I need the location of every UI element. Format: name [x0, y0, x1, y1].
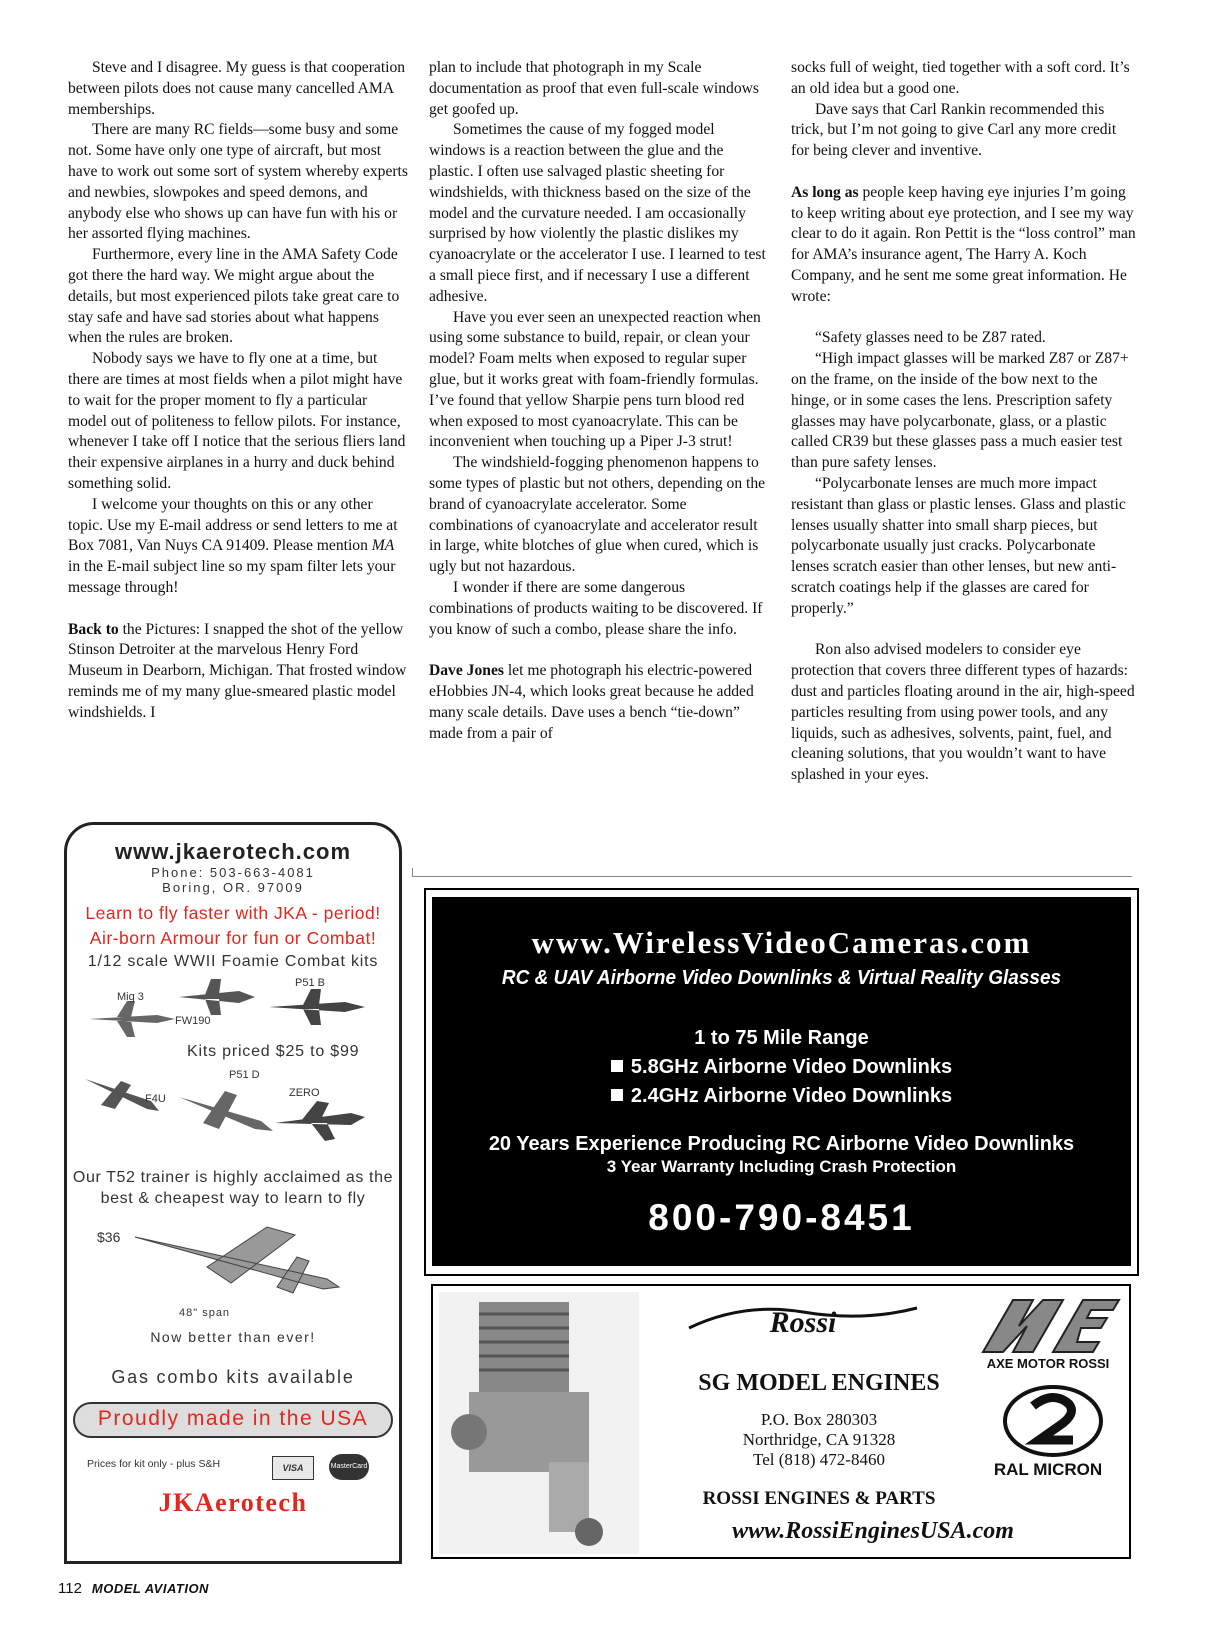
- airplane-icon: [175, 1083, 275, 1139]
- airplane-icon: [271, 1095, 367, 1145]
- engine-photo-icon: [439, 1292, 639, 1554]
- ad-phone: Phone: 503-663-4081: [151, 865, 315, 880]
- ad-url: www.jkaerotech.com: [114, 839, 352, 864]
- ad-range: 1 to 75 Mile Range: [694, 1027, 869, 1049]
- ad-tagline: Learn to fly faster with JKA - period!: [85, 903, 381, 923]
- paragraph: Have you ever seen an unexpected reaction when using some substance to build, repair, or clean your model? Foam melts when exposed to regular super glue, but it works great with foam-friendly formulas. I’ve found that yellow Sharpie pens turn blood red when exposed to most cyanoacrylate. This can be inconvenient when touching up a Piper J-3 strut!: [429, 308, 761, 451]
- jkaerotech-ad[interactable]: [64, 822, 402, 1564]
- planes-illustration: [67, 971, 399, 1161]
- paragraph: “High impact glasses will be marked Z87 or Z87+ on the frame, on the inside of the bow next to the hinge, or in some cases the lens. Prescription safety glasses may have polycarbonate, glass, or a plastic called CR39 but these glasses pass a much easier test than pure safety lenses.: [791, 350, 1129, 472]
- gas-text: Gas combo kits available: [111, 1367, 355, 1387]
- paragraph: “Polycarbonate lenses are much more impact resistant than glass or plastic lenses. Glass and plastic lenses usually shatter into small sharp pieces, but polycarbonate usually just cracks. Polycarbonate lenses scratch easier than other lenses, but new anti-scratch coatings help if the glasses are cared for properly.”: [791, 474, 1126, 617]
- company-name: SG MODEL ENGINES: [698, 1370, 940, 1396]
- quote-block: [791, 328, 1137, 619]
- payment-row: [67, 1446, 399, 1486]
- ad-warranty: 3 Year Warranty Including Crash Protection: [606, 1157, 957, 1176]
- page-number: 112: [58, 1580, 82, 1597]
- article-column-3: [791, 58, 1137, 786]
- text: I welcome your thoughts on this or any other topic. Use my E-mail address or send letters to me at Box 7081, Van Nuys CA 91409. Please mention: [68, 495, 398, 555]
- paragraph: [429, 661, 769, 744]
- paragraph: There are many RC fields—some busy and some not. Some have only one type of aircraft, but most have to work out some sort of system whereby experts and newbies, slowpokes and speed demons, and anybody else who shows up can have fun with his or her assorted flying machines.: [68, 121, 408, 243]
- divider: [412, 876, 1132, 877]
- paragraph: Ron also advised modelers to consider eye protection that covers three different types of hazards: dust and particles floating around in the air, high-speed particles resulting from using power tools, and any liquids, such as adhesives, solvents, paint, fuel, and cleaning solutions, that you wouldn’t want to have splashed in your eyes.: [791, 641, 1135, 784]
- paragraph: Sometimes the cause of my fogged model windows is a reaction between the glue and the plastic. I often use salvaged plastic sheeting for windshields, with thickness based on the size of the model and the curvature needed. I am occasionally surprised by how violently the plastic dislikes my cyanoacrylate or the accelerator I use. I learned to test a small piece first, and if necessary I use a different adhesive.: [429, 121, 766, 305]
- text: the Pictures: I snapped the shot of the yellow Stinson Detroiter at the marvelous Henry Ford Museum in Dearborn, Michigan. That frosted window reminds me of my many glue-smeared plastic model windshields. I: [68, 620, 407, 721]
- visa-icon: VISA: [272, 1456, 314, 1480]
- paragraph: Nobody says we have to fly one at a time, but there are times at most fields when a pilot might have to wait for the proper moment to fly a particular model out of politeness to fellow pilots. For instance, whenever I take off I notice that the serious fliers land their expensive airplanes in a hurry and duck behind something solid.: [68, 350, 406, 492]
- magazine-title: MODEL AVIATION: [91, 1581, 209, 1596]
- paragraph: Dave says that Carl Rankin recommended this trick, but I’m not going to give Carl any more credit for being clever and inventive.: [791, 100, 1117, 160]
- page-footer: [58, 1580, 209, 1597]
- phone-line: Tel (818) 472-8460: [753, 1450, 885, 1469]
- paragraph: [68, 495, 408, 599]
- plane-label: ZERO: [289, 1087, 320, 1099]
- ral-label: RAL MICRON: [993, 1460, 1103, 1479]
- airplane-icon: [177, 977, 257, 1017]
- paragraph: Furthermore, every line in the AMA Safety Code got there the hard way. We might argue about the details, but most experienced pilots take great care to stay safe and have sad stories about what happens when the rules are broken.: [68, 246, 400, 347]
- paragraph: I wonder if there are some dangerous combinations of products waiting to be discovered. If you know of such a combo, please share the info.: [429, 578, 763, 638]
- section-lead: Back to: [68, 620, 119, 638]
- axe-logo-icon: [973, 1296, 1123, 1356]
- magazine-abbrev: MA: [371, 537, 395, 555]
- axe-label: AXE MOTOR ROSSI: [986, 1356, 1110, 1371]
- text: people keep having eye injuries I’m going to keep writing about eye protection, and I see my way clear to do it again. Ron Pettit is the “loss control” man for AMA’s insurance agent, The Harry A. Koch Company, and he sent me some great information. He wrote:: [791, 183, 1136, 305]
- bullet-text: 2.4GHz Airborne Video Downlinks: [630, 1085, 953, 1107]
- price-range: Kits priced $25 to $99: [187, 1043, 360, 1060]
- usa-banner: Proudly made in the USA: [73, 1402, 393, 1438]
- trainer-text: Our T52 trainer is highly acclaimed as the best & cheapest way to learn to fly: [72, 1169, 394, 1207]
- ad-bullet: [432, 1082, 1131, 1111]
- prices-note: Prices for kit only - plus S&H: [87, 1458, 221, 1470]
- paragraph: Steve and I disagree. My guess is that cooperation between pilots does not cause many cancelled AMA memberships.: [68, 59, 406, 118]
- trainer-price: $36: [97, 1229, 121, 1245]
- ad-url: www.RossiEnginesUSA.com: [732, 1518, 1014, 1544]
- rossi-logo: [683, 1298, 923, 1342]
- parts-text: ROSSI ENGINES & PARTS: [702, 1488, 936, 1509]
- divider: [412, 868, 413, 876]
- plane-label: FW190: [175, 1015, 211, 1027]
- plane-label: Mig 3: [117, 991, 144, 1003]
- mastercard-icon: MasterCard: [329, 1454, 369, 1480]
- text: let me photograph his electric-powered eHobbies JN-4, which looks great because he added many scale details. Dave uses a bench “tie-down” made from a pair of: [429, 662, 754, 742]
- ad-bullet: [432, 1053, 1131, 1082]
- ad-kits: 1/12 scale WWII Foamie Combat kits: [87, 953, 379, 970]
- airplane-icon: [87, 999, 177, 1039]
- section-lead: As long as: [791, 183, 859, 201]
- plane-label: P51 D: [229, 1069, 260, 1081]
- address-line: Northridge, CA 91328: [742, 1430, 896, 1449]
- square-bullet-icon: [611, 1089, 623, 1101]
- plane-label: F4U: [145, 1093, 166, 1105]
- wireless-video-ad[interactable]: [432, 897, 1131, 1266]
- address: [649, 1410, 989, 1470]
- square-bullet-icon: [611, 1060, 623, 1072]
- span-label: 48" span: [179, 1307, 231, 1319]
- ad-experience: 20 Years Experience Producing RC Airborne Video Downlinks: [488, 1133, 1075, 1155]
- rossi-ad[interactable]: [431, 1284, 1131, 1559]
- text: in the E-mail subject line so my spam filter lets your message through!: [68, 558, 396, 596]
- address-line: P.O. Box 280303: [760, 1410, 878, 1429]
- section-lead: Dave Jones: [429, 662, 504, 680]
- trainer-illustration: [67, 1209, 399, 1329]
- bullet-text: 5.8GHz Airborne Video Downlinks: [630, 1056, 953, 1078]
- trainer-plane-icon: [127, 1217, 347, 1317]
- ad-city: Boring, OR. 97009: [162, 880, 304, 895]
- brand-text: Rossi: [769, 1306, 837, 1339]
- airplane-icon: [267, 987, 367, 1027]
- paragraph: “Safety glasses need to be Z87 rated.: [815, 329, 1046, 347]
- ad-tagline: Air-born Armour for fun or Combat!: [89, 928, 377, 948]
- paragraph: [68, 620, 408, 724]
- paragraph: plan to include that photograph in my Scale documentation as proof that even full-scale windows get goofed up.: [429, 59, 759, 118]
- ad-phone: 800-790-8451: [648, 1197, 915, 1238]
- better-text: Now better than ever!: [150, 1329, 316, 1345]
- paragraph: [791, 183, 1137, 308]
- ral-logo-icon: [1003, 1384, 1103, 1458]
- article-column-2: [429, 58, 769, 744]
- jka-logo: JKAerotech: [158, 1488, 308, 1517]
- paragraph: socks full of weight, tied together with a soft cord. It’s an old idea but a good one.: [791, 59, 1130, 97]
- ad-subtitle: RC & UAV Airborne Video Downlinks & Virtual Reality Glasses: [501, 967, 1062, 989]
- article-column-1: [68, 58, 408, 724]
- paragraph: The windshield-fogging phenomenon happens to some types of plastic but not others, depending on the brand of cyanoacrylate accelerator. Some combinations of cyanoacrylate and accelerator result in large, white blotches of glue when cured, which is ugly but not hazardous.: [429, 454, 766, 576]
- plane-label: P51 B: [295, 977, 325, 989]
- ad-url: www.WirelessVideoCameras.com: [531, 925, 1032, 960]
